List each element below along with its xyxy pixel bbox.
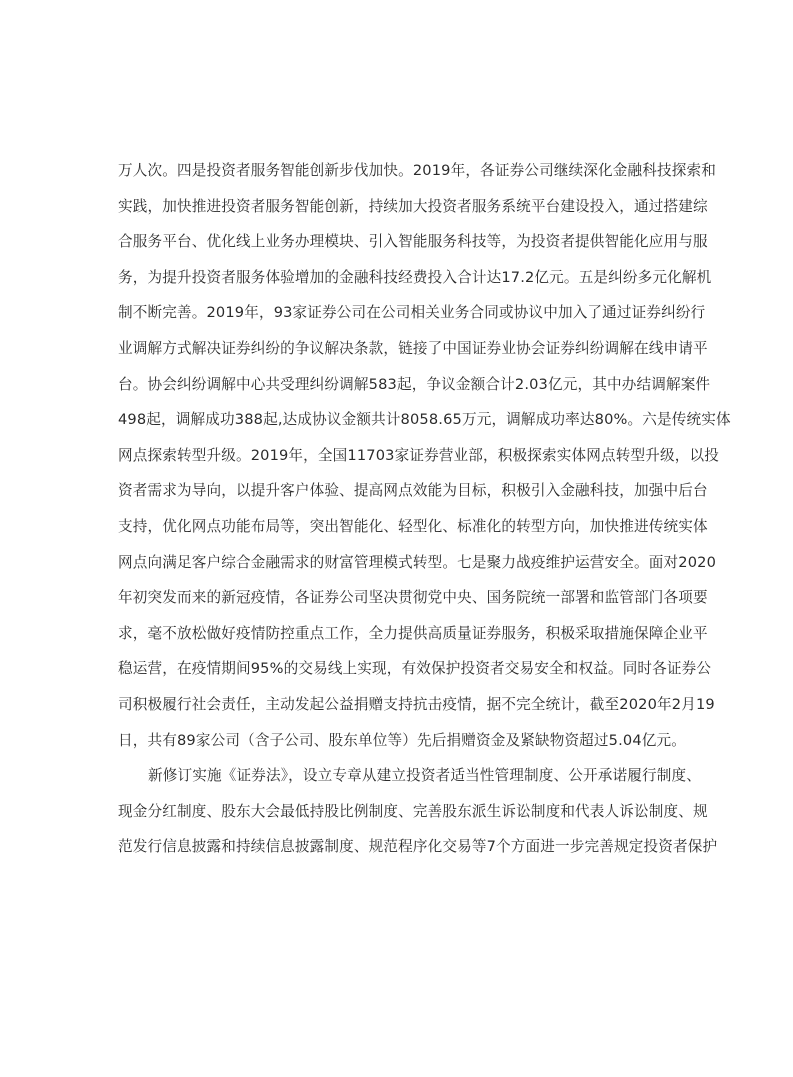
- text-line: 资者需求为导向，以提升客户体验、提高网点效能为目标，积极引入金融科技，加强中后台: [118, 482, 708, 500]
- text-line: 求，毫不放松做好疫情防控重点工作，全力提供高质量证券服务，积极采取措施保障企业平: [118, 624, 708, 642]
- text-line: 范发行信息披露和持续信息披露制度、规范程序化交易等7个方面进一步完善规定投资者保护: [118, 838, 718, 856]
- text-line: 万人次。四是投资者服务智能创新步伐加快。2019年，各证券公司继续深化金融科技探索和: [118, 162, 717, 179]
- text-line: 业调解方式解决证券纠纷的争议解决条款，链接了中国证券业协会证券纠纷调解在线申请平: [118, 339, 708, 357]
- text-line: 日，共有89家公司（含子公司、股东单位等）先后捐赠资金及紧缺物资超过5.04亿元。: [118, 731, 686, 749]
- text-line: 网点向满足客户综合金融需求的财富管理模式转型。七是聚力战疫维护运营安全。面对2020: [118, 553, 717, 571]
- text-line: 稳运营，在疫情期间95%的交易线上实现，有效保护投资者交易安全和权益。同时各证券公: [118, 660, 712, 678]
- paragraph-start-line: 新修订实施《证券法》，设立专章从建立投资者适当性管理制度、公开承诺履行制度、: [148, 767, 701, 785]
- body-text: [118, 153, 738, 865]
- text-line: 支持，优化网点功能布局等，突出智能化、轻型化、标准化的转型方向，加快推进传统实体: [118, 517, 708, 535]
- text-line: 合服务平台、优化线上业务办理模块、引入智能服务科技等，为投资者提供智能化应用与服: [118, 233, 708, 251]
- text-line: 498起，调解成功388起,达成协议金额共计8058.65万元，调解成功率达80%。六是传统实体: [118, 411, 731, 429]
- text-line: 台。协会纠纷调解中心共受理纠纷调解583起，争议金额合计2.03亿元，其中办结调解案件: [118, 375, 711, 393]
- text-line: 务，为提升投资者服务体验增加的金融科技经费投入合计达17.2亿元。五是纠纷多元化解机: [118, 268, 712, 286]
- text-line: 制不断完善。2019年，93家证券公司在公司相关业务合同或协议中加入了通过证券纠纷行: [118, 304, 706, 322]
- text-line: 司积极履行社会责任，主动发起公益捐赠支持抗击疫情，据不完全统计，截至2020年2月19: [118, 695, 715, 713]
- text-line: 现金分红制度、股东大会最低持股比例制度、完善股东派生诉讼制度和代表人诉讼制度、规: [118, 802, 708, 820]
- text-line: 网点探索转型升级。2019年，全国11703家证券营业部，积极探索实体网点转型升级，以投: [118, 446, 719, 464]
- text-line: 年初突发而来的新冠疫情，各证券公司坚决贯彻党中央、国务院统一部署和监管部门各项要: [118, 589, 708, 607]
- text-line: 实践，加快推进投资者服务智能创新，持续加大投资者服务系统平台建设投入，通过搭建综: [118, 197, 708, 215]
